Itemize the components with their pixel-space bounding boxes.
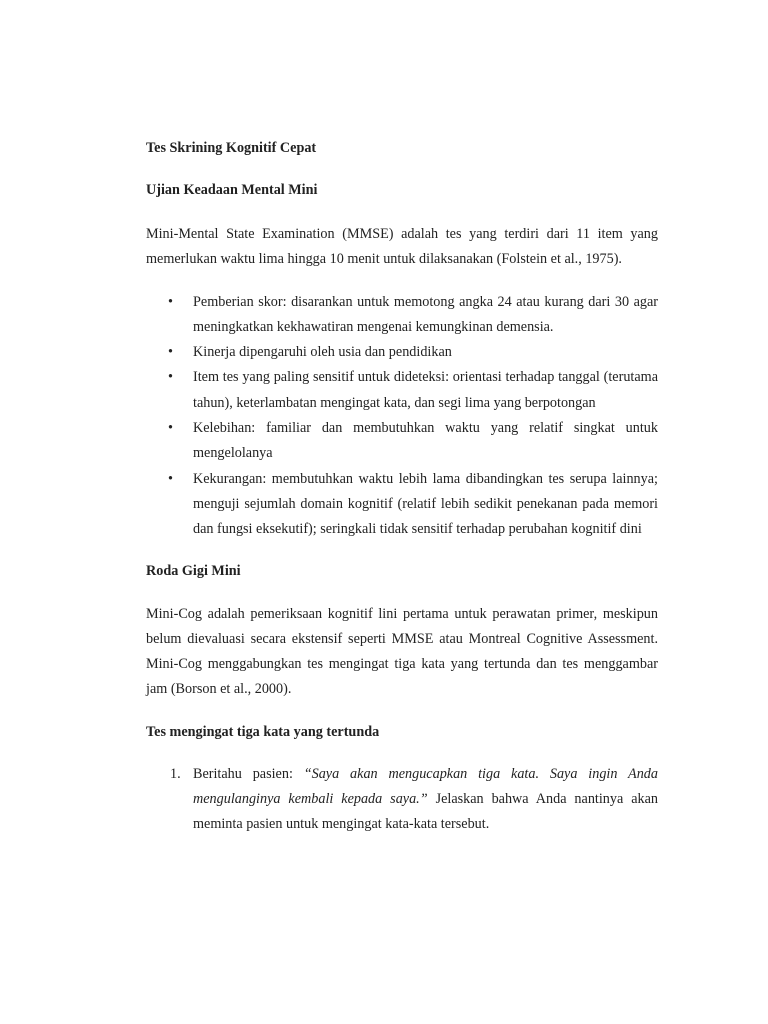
list-item-text: Pemberian skor: disarankan untuk memotong angka 24 atau kurang dari 30 agar meningkatkan kekhawatiran mengenai kemungkinan demensia. <box>193 293 658 335</box>
section-heading-mmse: Ujian Keadaan Mental Mini <box>146 182 318 198</box>
bullet-icon: • <box>168 420 173 437</box>
paragraph-minicog: Mini-Cog adalah pemeriksaan kognitif lini pertama untuk perawatan primer, meskipun belum dievaluasi secara ekstensif seperti MMSE atau Montreal Cognitive Assessment. Mini-Cog menggabungkan tes mengingat tiga kata yang tertunda dan tes menggambar jam (Borson et al., 2000). <box>146 605 658 698</box>
mmse-bullet-list <box>146 290 658 543</box>
bullet-icon: • <box>168 293 173 310</box>
bullet-icon: • <box>168 344 173 361</box>
list-item <box>146 467 658 543</box>
list-item-text: Item tes yang paling sensitif untuk dideteksi: orientasi terhadap tanggal (terutama tahun), keterlambatan mengingat kata, dan segi lima yang berpotongan <box>193 369 658 411</box>
list-item <box>146 340 658 365</box>
step-number: 1. <box>170 765 181 782</box>
list-item <box>146 365 658 416</box>
list-item-text: Kekurangan: membutuhkan waktu lebih lama dibandingkan tes serupa lainnya; menguji sejumlah domain kognitif (relatif lebih sedikit penekanan pada memori dan fungsi eksekutif); seringkali tidak sensitif terhadap perubahan kognitif dini <box>193 470 658 538</box>
document-title: Tes Skrining Kognitif Cepat <box>146 140 317 156</box>
bullet-icon: • <box>168 369 173 386</box>
bullet-icon: • <box>168 470 173 487</box>
list-item-text: Kinerja dipengaruhi oleh usia dan pendidikan <box>193 344 452 361</box>
list-item <box>146 290 658 341</box>
section-heading-three-word-recall: Tes mengingat tiga kata yang tertunda <box>146 723 380 740</box>
list-item <box>146 416 658 467</box>
three-word-steps-list <box>146 762 658 838</box>
paragraph-mmse: Mini-Mental State Examination (MMSE) adalah tes yang terdiri dari 11 item yang memerlukan waktu lima hingga 10 menit untuk dilaksanakan (Folstein et al., 1975). <box>146 226 658 268</box>
document-content <box>146 138 658 838</box>
step-tail-text: Jelaskan bahwa Anda nantinya akan meminta pasien untuk mengingat kata-kata tersebut. <box>193 791 659 833</box>
step-quote-text: “Saya akan mengucapkan tiga kata. Saya ingin Anda mengulanginya kembali kepada saya.” <box>193 765 658 808</box>
step-lead-text: Beritahu pasien: <box>193 765 304 782</box>
list-item <box>146 762 658 838</box>
section-heading-minicog: Roda Gigi Mini <box>146 562 241 579</box>
list-item-text: Kelebihan: familiar dan membutuhkan waktu yang relatif singkat untuk mengelolanya <box>193 420 658 462</box>
